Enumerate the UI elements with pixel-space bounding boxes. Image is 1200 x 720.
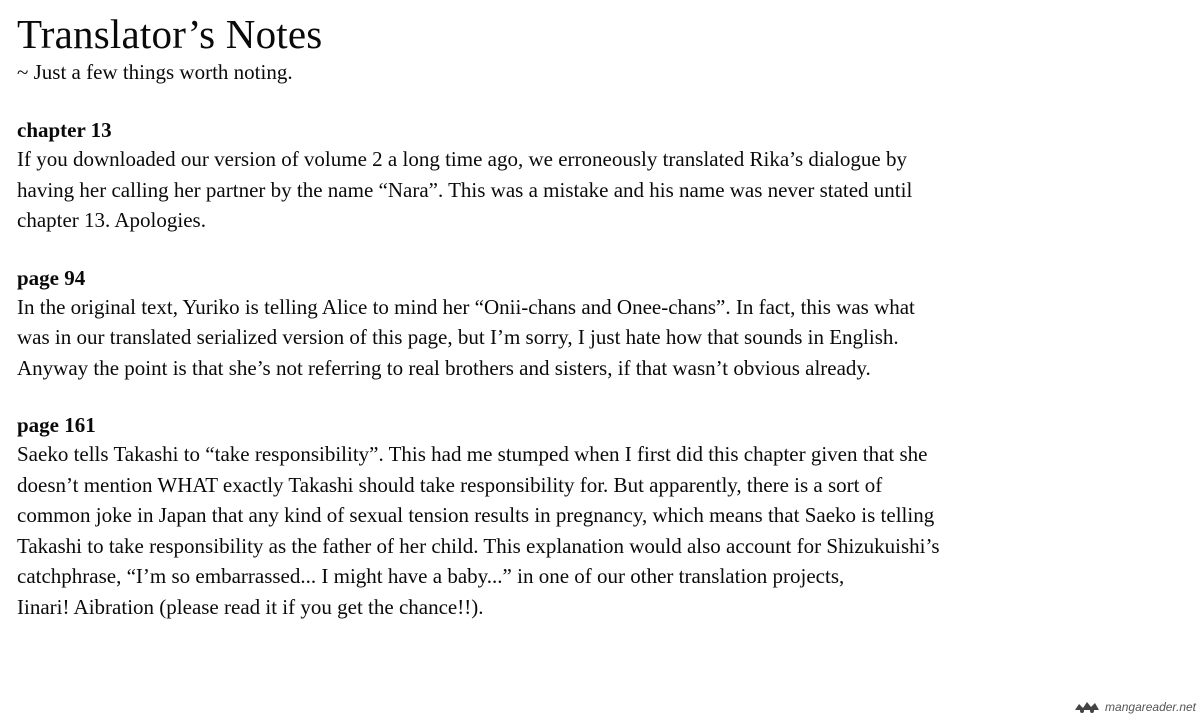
note-section-chapter-13 [17, 116, 1182, 236]
section-text-line: Iinari! Aibration (please read it if you get the chance!!). [17, 594, 484, 619]
section-text-line: common joke in Japan that any kind of sexual tension results in pregnancy, which means that Saeko is telling [17, 503, 935, 527]
site-watermark [1073, 700, 1196, 714]
section-text-line: having her calling her partner by the name “Nara”. This was a mistake and his name was never stated until [17, 177, 913, 202]
section-text-line: was in our translated serialized version of this page, but I’m sorry, I just hate how that sounds in English. [17, 325, 899, 349]
page-title: Translator’s Notes [17, 11, 323, 57]
note-section-page-94 [17, 264, 1182, 384]
section-text-line: Anyway the point is that she’s not referring to real brothers and sisters, if that wasn’t obvious already. [17, 355, 871, 380]
section-text-line: Saeko tells Takashi to “take responsibility”. This had me stumped when I first did this chapter given that she [17, 442, 928, 466]
section-text-line: If you downloaded our version of volume 2 a long time ago, we erroneously translated Rika’s dialogue by [17, 147, 907, 171]
section-text-line: doesn’t mention WHAT exactly Takashi should take responsibility for. But apparently, there is a sort of [17, 472, 883, 497]
section-heading: page 161 [17, 413, 96, 437]
section-heading: chapter 13 [17, 118, 112, 142]
section-heading: page 94 [17, 265, 86, 290]
watermark-text: mangareader.net [1105, 700, 1196, 714]
section-text-line: chapter 13. Apologies. [17, 208, 206, 232]
section-text-line: Takashi to take responsibility as the father of her child. This explanation would also account for Shizukuishi’s [17, 533, 940, 558]
note-section-page-161 [17, 411, 1182, 622]
notes-page [17, 10, 1182, 650]
section-text-line: catchphrase, “I’m so embarrassed... I might have a baby...” in one of our other translation projects, [17, 564, 845, 588]
mangareader-logo-icon [1073, 700, 1101, 714]
section-text-line: In the original text, Yuriko is telling Alice to mind her “Onii-chans and Onee-chans”. In fact, this was what [17, 294, 915, 319]
page-subtitle: ~ Just a few things worth noting. [17, 60, 293, 84]
